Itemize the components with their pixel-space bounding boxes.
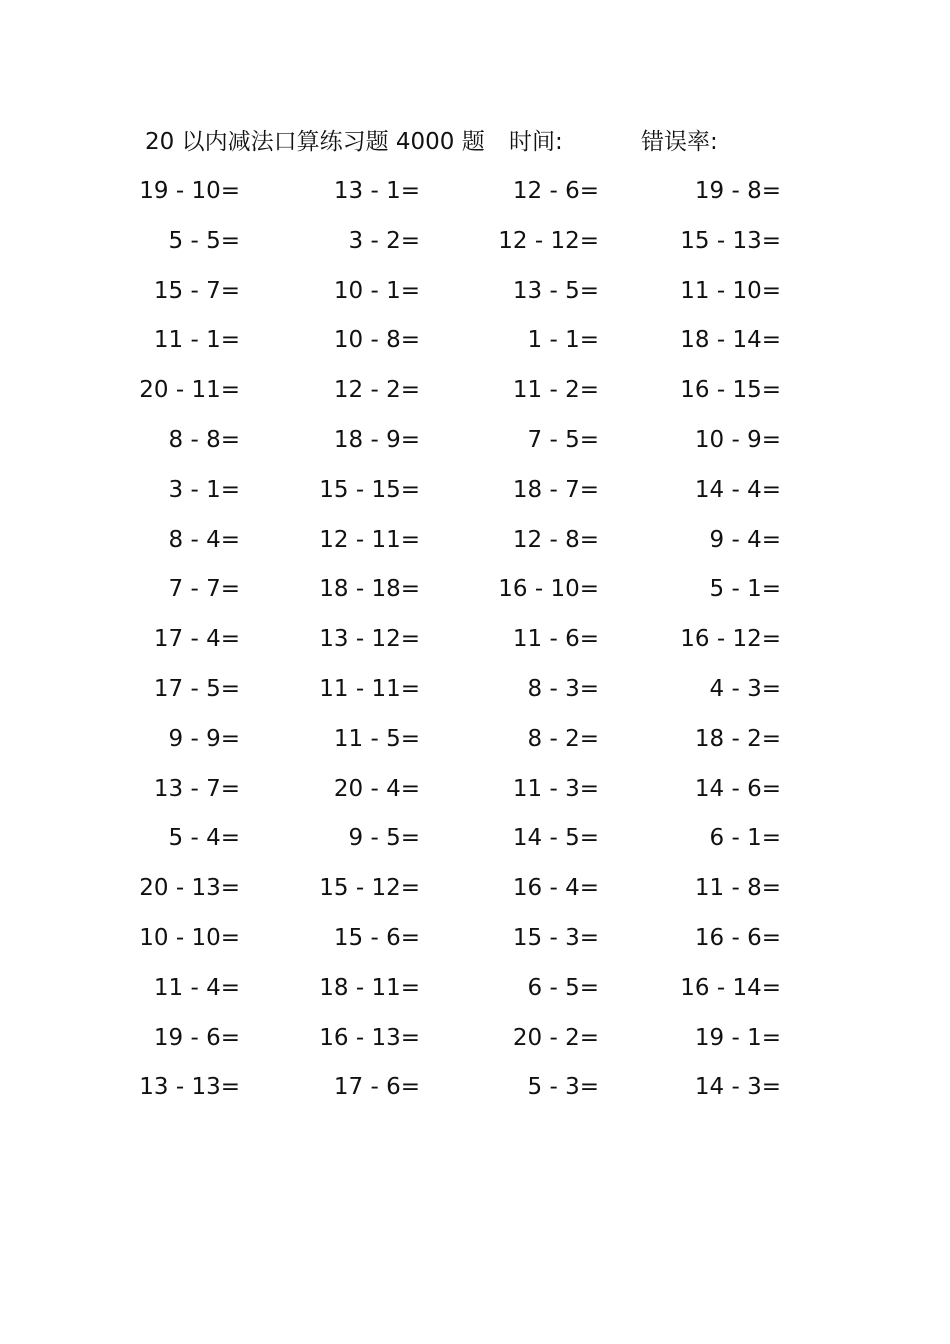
problem-cell: 11 - 5= bbox=[333, 725, 420, 752]
problem-row bbox=[0, 1019, 950, 1069]
problem-cell: 5 - 1= bbox=[709, 576, 781, 603]
worksheet-header bbox=[145, 124, 845, 160]
problem-cell: 15 - 13= bbox=[680, 227, 781, 254]
problem-cell: 9 - 5= bbox=[348, 825, 420, 852]
problem-cell: 16 - 4= bbox=[512, 875, 599, 902]
problem-row bbox=[0, 521, 950, 571]
problem-cell: 13 - 13= bbox=[139, 1074, 240, 1101]
problem-grid bbox=[0, 172, 950, 1118]
problem-cell: 15 - 15= bbox=[319, 476, 420, 503]
problem-cell: 10 - 8= bbox=[333, 327, 420, 354]
problem-row bbox=[0, 222, 950, 272]
problem-row bbox=[0, 570, 950, 620]
problem-cell: 19 - 10= bbox=[139, 178, 240, 204]
problem-cell: 19 - 8= bbox=[694, 178, 781, 204]
problem-row bbox=[0, 421, 950, 471]
problem-cell: 10 - 9= bbox=[694, 426, 781, 453]
problem-cell: 14 - 4= bbox=[694, 476, 781, 503]
problem-cell: 11 - 11= bbox=[319, 675, 420, 702]
problem-cell: 11 - 10= bbox=[680, 277, 781, 304]
problem-cell: 11 - 3= bbox=[512, 775, 599, 802]
problem-cell: 11 - 1= bbox=[153, 327, 240, 354]
problem-cell: 13 - 12= bbox=[319, 626, 420, 653]
problem-cell: 19 - 6= bbox=[153, 1024, 240, 1051]
problem-cell: 8 - 3= bbox=[527, 675, 599, 702]
problem-cell: 16 - 12= bbox=[680, 626, 781, 653]
problem-cell: 16 - 10= bbox=[498, 576, 599, 603]
problem-row bbox=[0, 321, 950, 371]
problem-cell: 20 - 11= bbox=[139, 377, 240, 404]
problem-cell: 18 - 9= bbox=[333, 426, 420, 453]
problem-cell: 13 - 1= bbox=[333, 178, 420, 204]
problem-cell: 13 - 5= bbox=[512, 277, 599, 304]
problem-cell: 14 - 6= bbox=[694, 775, 781, 802]
problem-cell: 20 - 4= bbox=[333, 775, 420, 802]
problem-cell: 11 - 2= bbox=[512, 377, 599, 404]
problem-cell: 17 - 6= bbox=[333, 1074, 420, 1101]
problem-cell: 6 - 5= bbox=[527, 974, 599, 1001]
problem-cell: 12 - 6= bbox=[512, 178, 599, 204]
problem-cell: 12 - 12= bbox=[498, 227, 599, 254]
problem-row bbox=[0, 770, 950, 820]
problem-row bbox=[0, 272, 950, 322]
problem-cell: 5 - 5= bbox=[168, 227, 240, 254]
problem-cell: 19 - 1= bbox=[694, 1024, 781, 1051]
problem-cell: 8 - 8= bbox=[168, 426, 240, 453]
problem-cell: 11 - 6= bbox=[512, 626, 599, 653]
problem-cell: 16 - 6= bbox=[694, 924, 781, 951]
worksheet-title: 20 以内减法口算练习题 4000 题 bbox=[145, 129, 485, 155]
problem-row bbox=[0, 1068, 950, 1118]
problem-cell: 18 - 7= bbox=[512, 476, 599, 503]
problem-cell: 15 - 6= bbox=[333, 924, 420, 951]
problem-cell: 10 - 10= bbox=[139, 924, 240, 951]
problem-cell: 15 - 12= bbox=[319, 875, 420, 902]
problem-cell: 18 - 2= bbox=[694, 725, 781, 752]
problem-row bbox=[0, 620, 950, 670]
time-label: 时间: bbox=[509, 129, 563, 155]
problem-row bbox=[0, 869, 950, 919]
problem-cell: 20 - 2= bbox=[512, 1024, 599, 1051]
problem-cell: 9 - 4= bbox=[709, 526, 781, 553]
problem-cell: 12 - 2= bbox=[333, 377, 420, 404]
problem-cell: 11 - 4= bbox=[153, 974, 240, 1001]
problem-cell: 1 - 1= bbox=[527, 327, 599, 354]
problem-cell: 13 - 7= bbox=[153, 775, 240, 802]
problem-cell: 7 - 7= bbox=[168, 576, 240, 603]
problem-row bbox=[0, 471, 950, 521]
problem-cell: 8 - 2= bbox=[527, 725, 599, 752]
problem-cell: 17 - 5= bbox=[153, 675, 240, 702]
problem-cell: 5 - 3= bbox=[527, 1074, 599, 1101]
problem-cell: 9 - 9= bbox=[168, 725, 240, 752]
problem-cell: 18 - 18= bbox=[319, 576, 420, 603]
problem-cell: 18 - 14= bbox=[680, 327, 781, 354]
problem-cell: 15 - 3= bbox=[512, 924, 599, 951]
problem-cell: 5 - 4= bbox=[168, 825, 240, 852]
problem-cell: 3 - 2= bbox=[348, 227, 420, 254]
problem-cell: 10 - 1= bbox=[333, 277, 420, 304]
problem-row bbox=[0, 919, 950, 969]
problem-cell: 16 - 15= bbox=[680, 377, 781, 404]
problem-cell: 11 - 8= bbox=[694, 875, 781, 902]
problem-cell: 7 - 5= bbox=[527, 426, 599, 453]
problem-cell: 4 - 3= bbox=[709, 675, 781, 702]
problem-cell: 17 - 4= bbox=[153, 626, 240, 653]
problem-cell: 16 - 13= bbox=[319, 1024, 420, 1051]
problem-cell: 8 - 4= bbox=[168, 526, 240, 553]
problem-row bbox=[0, 720, 950, 770]
problem-row bbox=[0, 371, 950, 421]
problem-cell: 16 - 14= bbox=[680, 974, 781, 1001]
problem-row bbox=[0, 172, 950, 222]
problem-cell: 12 - 8= bbox=[512, 526, 599, 553]
problem-cell: 15 - 7= bbox=[153, 277, 240, 304]
problem-row bbox=[0, 819, 950, 869]
problem-cell: 20 - 13= bbox=[139, 875, 240, 902]
problem-cell: 14 - 3= bbox=[694, 1074, 781, 1101]
problem-cell: 3 - 1= bbox=[168, 476, 240, 503]
error-rate-label: 错误率: bbox=[641, 129, 718, 155]
problem-cell: 12 - 11= bbox=[319, 526, 420, 553]
problem-row bbox=[0, 670, 950, 720]
problem-cell: 6 - 1= bbox=[709, 825, 781, 852]
problem-row bbox=[0, 969, 950, 1019]
problem-cell: 14 - 5= bbox=[512, 825, 599, 852]
problem-cell: 18 - 11= bbox=[319, 974, 420, 1001]
